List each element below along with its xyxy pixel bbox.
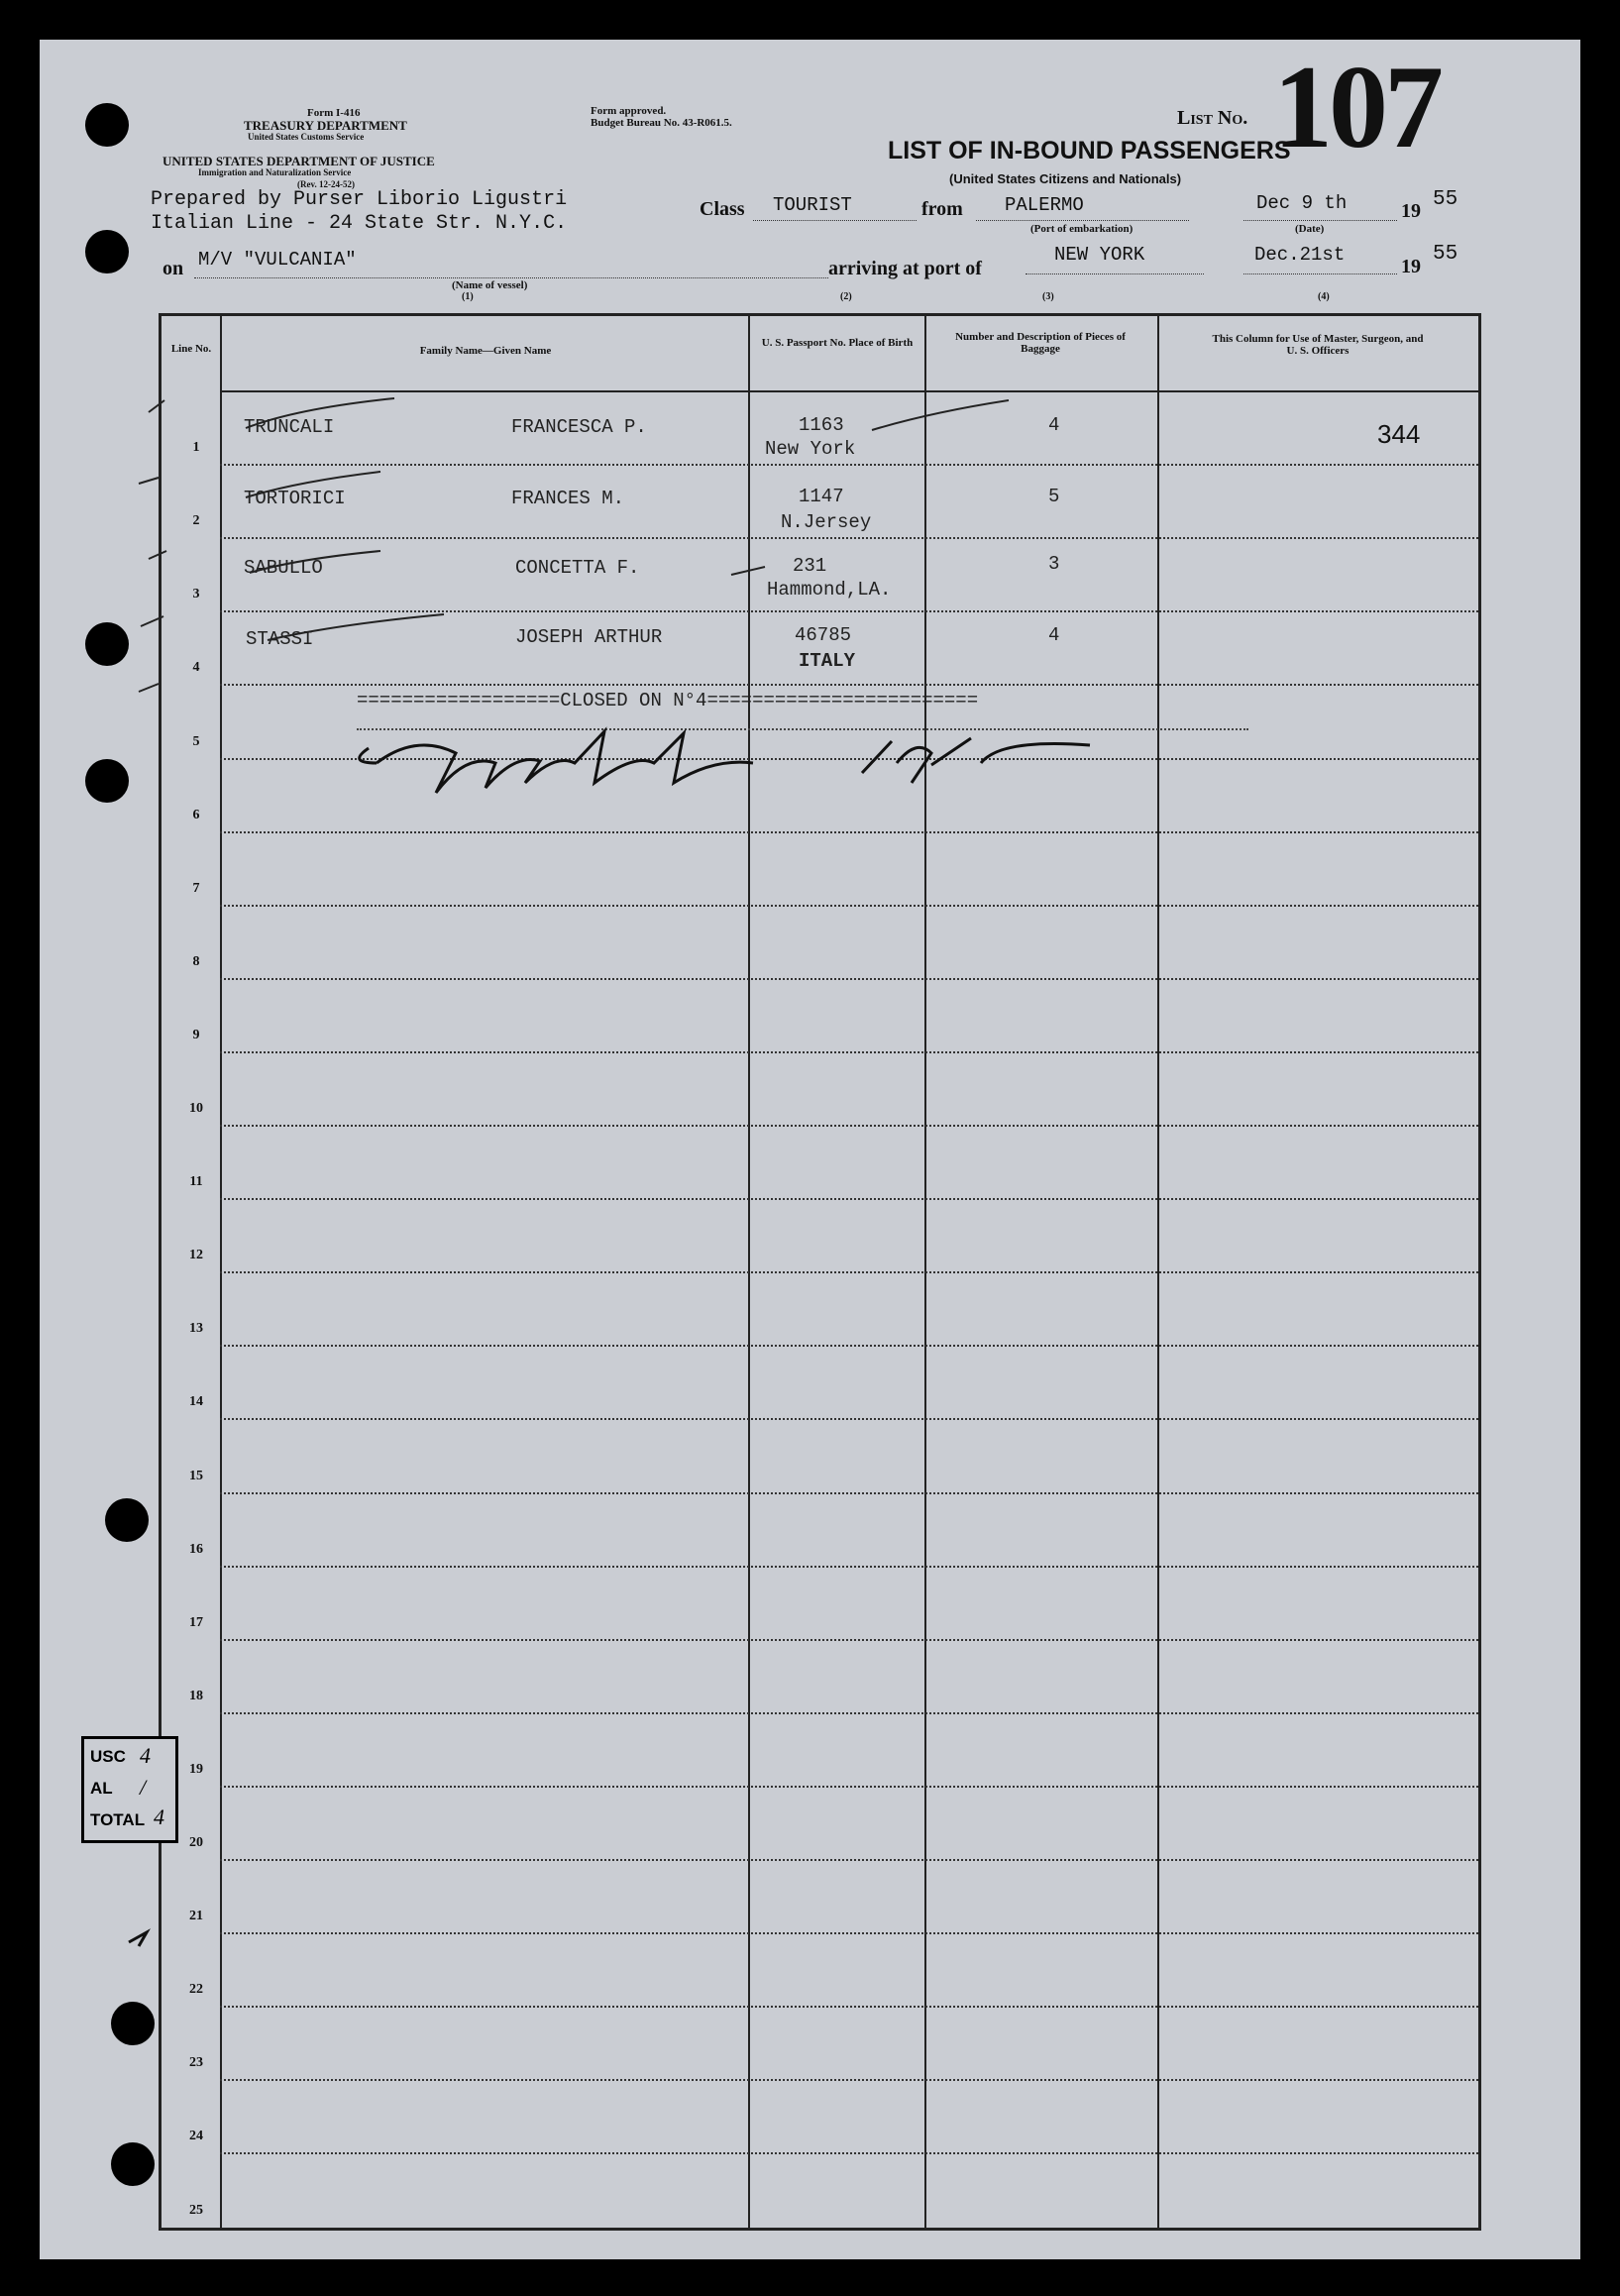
closed-note: ==================CLOSED ON N°4========================: [357, 690, 979, 711]
line-number: 3: [192, 587, 200, 601]
line-number: 15: [189, 1469, 203, 1483]
row3-passport: 231: [793, 555, 827, 577]
from-label: from: [921, 198, 963, 220]
row3-family: SABULLO: [244, 557, 323, 579]
row4-birth: ITALY: [799, 650, 856, 672]
stamp-al-label: AL: [90, 1779, 113, 1798]
dept2-name: UNITED STATES DEPARTMENT OF JUSTICE: [162, 154, 435, 168]
line-number: 16: [189, 1542, 203, 1557]
row1-baggage: 4: [1048, 414, 1060, 436]
line-number: 17: [189, 1615, 203, 1630]
line-number: 13: [189, 1321, 203, 1336]
col-num-1: (1): [462, 291, 474, 302]
line-number: 19: [189, 1762, 203, 1777]
line-number: 12: [189, 1248, 203, 1262]
row3-birth: Hammond,LA.: [767, 579, 892, 601]
row4-given: JOSEPH ARTHUR: [515, 626, 663, 648]
line-number: 25: [189, 2203, 203, 2218]
from-value: PALERMO: [1005, 194, 1084, 216]
line-number: 6: [192, 808, 200, 822]
arrival-date: Dec.21st: [1254, 244, 1346, 266]
line-number: 22: [189, 1982, 203, 1997]
line-number: 4: [192, 660, 200, 675]
row2-family: TORTORICI: [244, 488, 346, 509]
signature: [360, 731, 1090, 793]
line-number: 14: [189, 1394, 203, 1409]
row2-given: FRANCES M.: [511, 488, 625, 509]
col-num-2: (2): [840, 291, 852, 302]
dept-name: TREASURY DEPARTMENT: [244, 118, 407, 133]
prepared-line2: Italian Line - 24 State Str. N.Y.C.: [151, 212, 568, 235]
header-officers: This Column for Use of Master, Surgeon, and U. S. Officers: [1212, 333, 1424, 357]
year-prefix: 19: [1401, 200, 1421, 222]
list-number: 107: [1273, 41, 1440, 172]
row3-given: CONCETTA F.: [515, 557, 640, 579]
check-mark-row4: [268, 614, 444, 640]
stamp-total-label: TOTAL: [90, 1810, 146, 1829]
line-number: 10: [189, 1101, 203, 1116]
row4-family: STASSI: [246, 628, 314, 650]
revision: (Rev. 12-24-52): [297, 179, 355, 189]
line-number: 7: [192, 881, 200, 896]
vessel-name: M/V "VULCANIA": [198, 249, 357, 271]
header-line-no: Line No.: [170, 343, 212, 355]
arrival-port: NEW YORK: [1054, 244, 1145, 266]
row2-passport: 1147: [799, 486, 844, 507]
port-embark-label: (Port of embarkation): [1030, 223, 1134, 235]
line-number: 20: [189, 1835, 203, 1850]
row1-passport: 1163: [799, 414, 844, 436]
line-number: 1: [192, 440, 200, 455]
prepared-line1: Prepared by Purser Liborio Ligustri: [151, 188, 568, 211]
budget-bureau: Budget Bureau No. 43-R061.5.: [591, 117, 732, 129]
check-mark-passport: [872, 400, 1009, 430]
count-stamp: [81, 1736, 178, 1843]
row4-baggage: 4: [1048, 624, 1060, 646]
class-label: Class: [700, 198, 745, 220]
vessel-name-label: (Name of vessel): [452, 279, 528, 291]
arrival-year: 55: [1433, 243, 1458, 266]
line-number: 5: [192, 734, 200, 749]
line-number: 18: [189, 1689, 203, 1703]
check-mark-row3: [250, 551, 380, 573]
class-value: TOURIST: [773, 194, 852, 216]
row2-baggage: 5: [1048, 486, 1060, 507]
check-mark-row1: [246, 398, 394, 428]
date-label: (Date): [1295, 223, 1325, 235]
row3-baggage: 3: [1048, 553, 1060, 575]
line-number: 11: [189, 1174, 203, 1189]
stamp-usc-value: 4: [140, 1743, 151, 1768]
row4-passport: 46785: [795, 624, 852, 646]
page-title: LIST OF IN-BOUND PASSENGERS: [888, 137, 1291, 164]
service2-name: Immigration and Naturalization Service: [198, 167, 352, 177]
year-prefix-2: 19: [1401, 256, 1421, 277]
row1-officer: 344: [1377, 419, 1421, 449]
check-mark-row2: [246, 472, 380, 497]
form-number: Form I-416: [307, 107, 361, 119]
row2-birth: N.Jersey: [781, 511, 872, 533]
line-number: 9: [192, 1028, 200, 1042]
line-number: 8: [192, 954, 200, 969]
stamp-total-value: 4: [154, 1804, 164, 1829]
header-baggage: Number and Description of Pieces of Baggage: [955, 331, 1126, 355]
service-name: United States Customs Service: [248, 132, 365, 142]
page-subtitle: (United States Citizens and Nationals): [949, 171, 1182, 186]
line-number: 2: [192, 513, 200, 528]
list-no-label: List No.: [1177, 107, 1248, 129]
header-passport: U. S. Passport No. Place of Birth: [761, 337, 914, 349]
departure-date: Dec 9 th: [1256, 192, 1348, 214]
departure-year: 55: [1433, 188, 1458, 211]
line-number: 23: [189, 2055, 203, 2070]
header-name: Family Name—Given Name: [419, 345, 552, 357]
arriving-label: arriving at port of: [828, 258, 982, 279]
row1-family: TRUNCALI: [244, 416, 335, 438]
on-label: on: [162, 258, 184, 279]
col-num-3: (3): [1042, 291, 1054, 302]
stamp-usc-label: USC: [90, 1747, 126, 1766]
line-number: 24: [189, 2129, 203, 2143]
stamp-al-value: /: [140, 1775, 147, 1800]
row1-given: FRANCESCA P.: [511, 416, 647, 438]
form-approved: Form approved.: [591, 105, 667, 117]
line-number: 21: [189, 1909, 203, 1923]
col-num-4: (4): [1318, 291, 1330, 302]
row1-birth: New York: [765, 438, 856, 460]
